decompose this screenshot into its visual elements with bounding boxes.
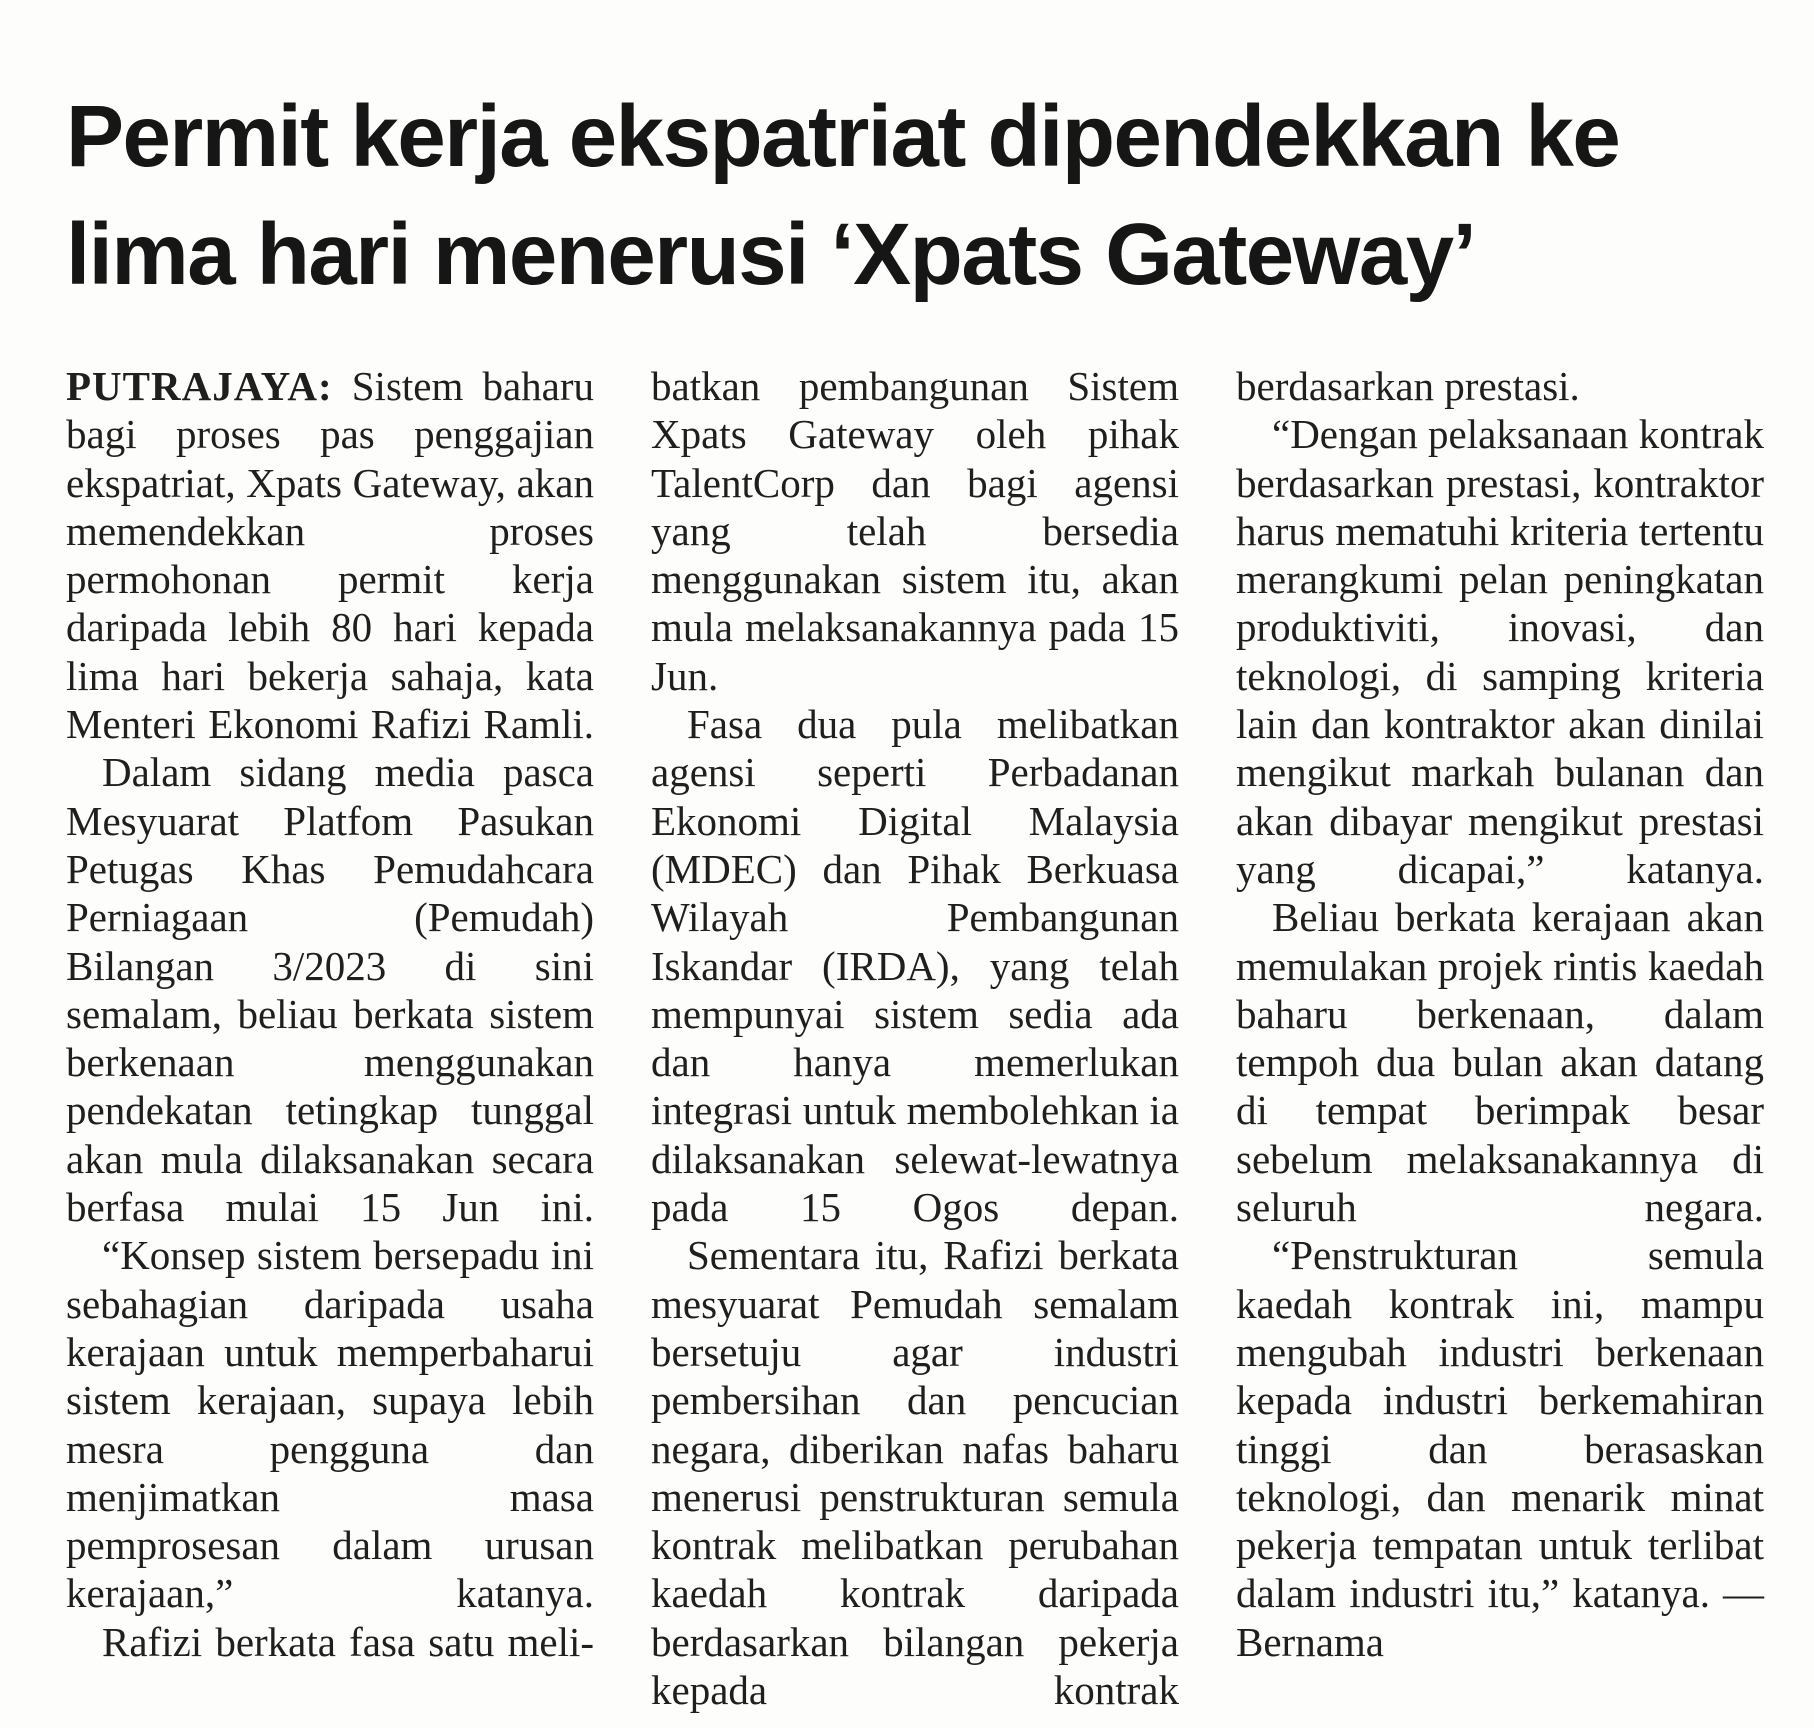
- article-paragraph: Sementara itu, Rafizi berkata mesyuarat Pemudah semalam bersetuju agar industri pembersihan dan pencucian negara, diberikan nafas baharu menerusi penstrukturan semula kontrak melibatkan perubahan kaedah kontrak daripada berdasarkan bilangan pekerja kepada kontrak: [651, 1232, 1179, 1714]
- article-body: [66, 362, 1766, 1714]
- headline-line-1: Permit kerja ekspatriat dipendekkan ke: [66, 88, 1620, 185]
- paragraph-text: Sistem baharu bagi proses pas penggajian ekspatriat, Xpats Gateway, akan memendekkan proses permohonan permit kerja daripada lebih 80 hari kepada lima hari bekerja sahaja, kata Menteri Ekonomi Rafizi Ramli.: [66, 363, 594, 748]
- article-paragraph: [66, 362, 594, 748]
- dateline: PUTRAJAYA:: [66, 363, 333, 409]
- article-column-3: [1236, 362, 1764, 1666]
- article-paragraph: Fasa dua pula melibatkan agensi seperti Perbadanan Ekonomi Digital Malaysia (MDEC) dan Pihak Berkuasa Wilayah Pembangunan Iskandar (IRDA), yang telah mempunyai sistem sedia ada dan hanya memerlukan integrasi untuk membolehkan ia dilaksanakan selewat-lewatnya pada 15 Ogos depan.: [651, 701, 1179, 1231]
- article-paragraph: Rafizi berkata fasa satu meli-: [102, 1618, 594, 1665]
- article-paragraph: berdasarkan prestasi.: [1236, 363, 1580, 409]
- article-paragraph: Dalam sidang media pasca Mesyuarat Platfom Pasukan Petugas Khas Pemudahcara Perniagaan (Pemudah) Bilangan 3/2023 di sini semalam, beliau berkata sistem berkenaan menggunakan pendekatan tetingkap tunggal akan mula dilaksanakan secara berfasa mulai 15 Jun ini.: [66, 749, 594, 1231]
- article-paragraph: batkan pembangunan Sistem Xpats Gateway oleh pihak TalentCorp dan bagi agensi yang telah bersedia menggunakan sistem itu, akan mula melaksanakannya pada 15 Jun.: [651, 363, 1179, 699]
- article-paragraph: “Dengan pelaksanaan kontrak berdasarkan prestasi, kontraktor harus mematuhi kriteria tertentu merangkumi pelan peningkatan produktiviti, inovasi, dan teknologi, di samping kriteria lain dan kontraktor akan dinilai mengikut markah bulanan dan akan dibayar mengikut prestasi yang dicapai,” katanya.: [1236, 411, 1764, 892]
- headline-line-2: lima hari menerusi ‘Xpats Gateway’: [66, 206, 1476, 303]
- article-paragraph: “Penstrukturan semula kaedah kontrak ini, mampu mengubah industri berkenaan kepada industri berkemahiran tinggi dan berasaskan teknologi, dan menarik minat pekerja tempatan untuk terlibat dalam industri itu,” katanya. — Bernama: [1236, 1232, 1764, 1665]
- article-column-1: [66, 362, 594, 1666]
- article-paragraph: “Konsep sistem bersepadu ini sebahagian daripada usaha kerajaan untuk memperbaharui sistem kerajaan, supaya lebih mesra pengguna dan menjimatkan masa pemprosesan dalam urusan kerajaan,” katanya.: [66, 1232, 594, 1617]
- article-column-2: [651, 362, 1179, 1714]
- headline: [66, 78, 1766, 314]
- article-paragraph: Beliau berkata kerajaan akan memulakan projek rintis kaedah baharu berkenaan, dalam tempoh dua bulan akan datang di tempat berimpak besar sebelum melaksanakannya di seluruh negara.: [1236, 894, 1764, 1231]
